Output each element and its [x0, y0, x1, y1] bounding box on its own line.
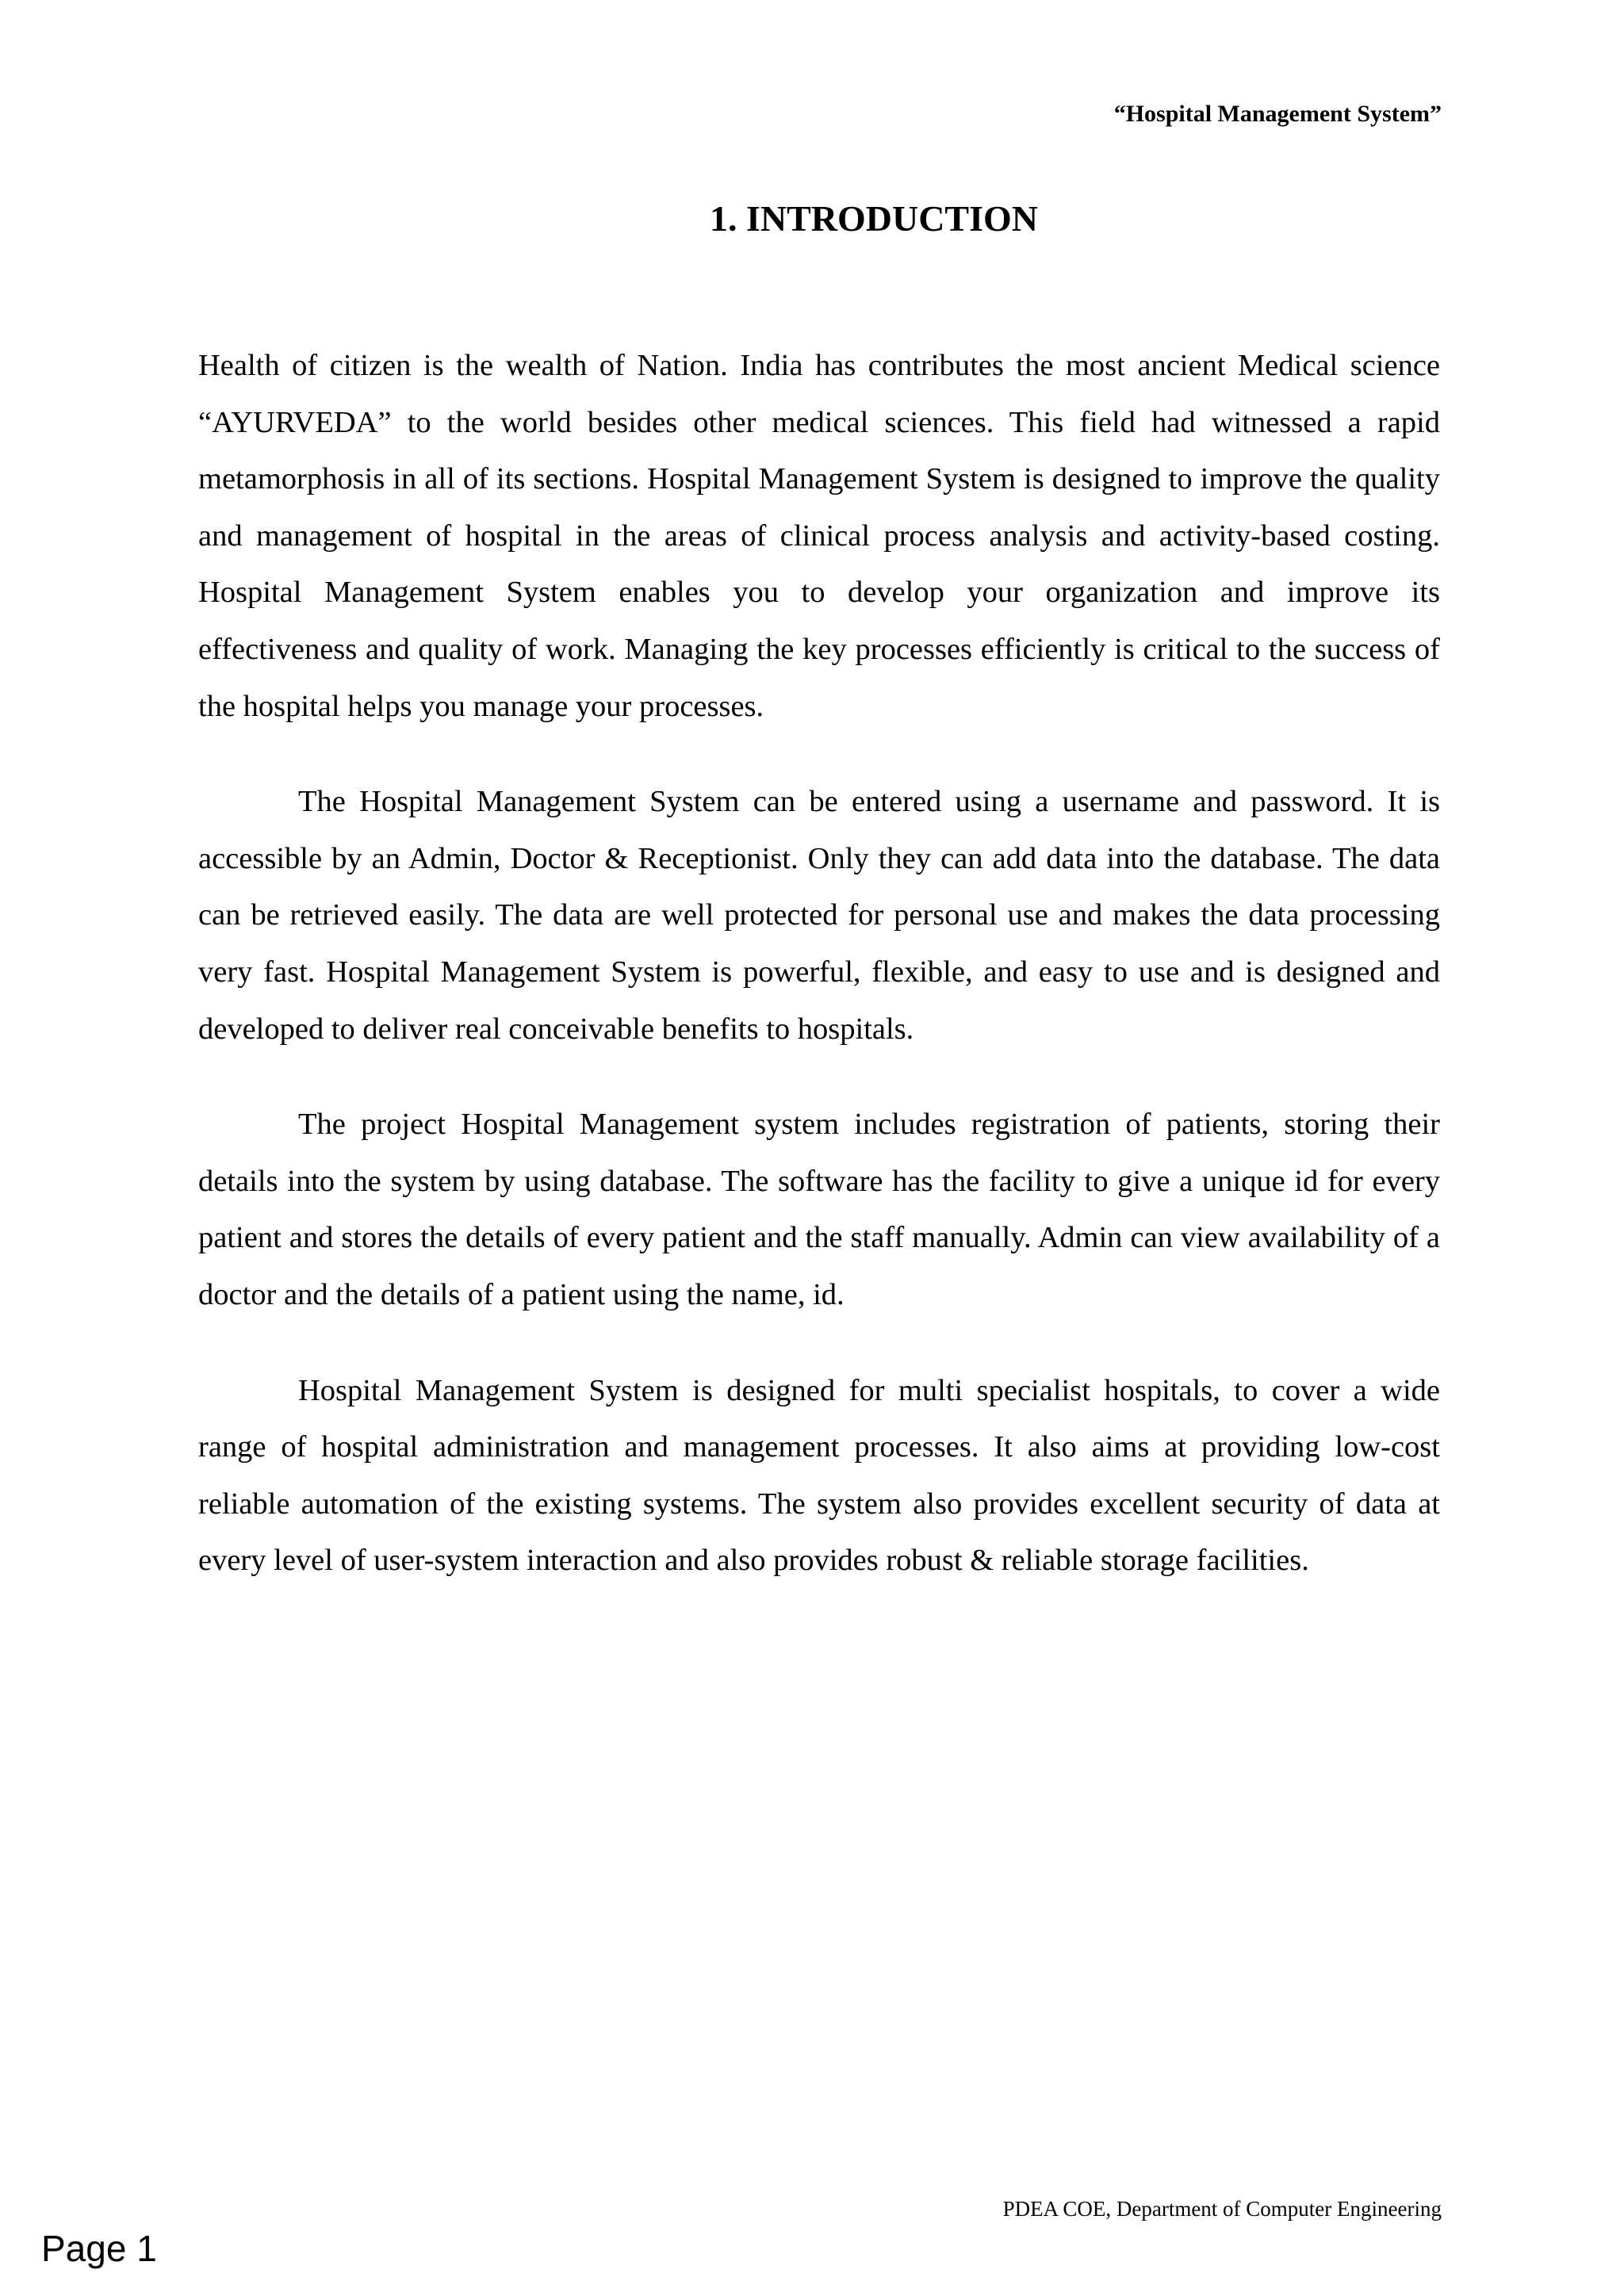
running-header-title: “Hospital Management System” — [1113, 101, 1442, 127]
paragraph-1: Health of citizen is the wealth of Nation. India has contributes the most ancient Medical science “AYURVEDA” to the world besides other medical sciences. This field had witnessed a rapid metamorphosis in all of its sections. Hospital Management System is designed to improve the quality and management of hospital in the areas of clinical process analysis and activity-based costing. Hospital Management System enables you to develop your organization and improve its effectiveness and quality of work. Managing the key processes efficiently is critical to the success of the hospital helps you manage your processes. — [198, 349, 1440, 723]
running-footer-institution: PDEA COE, Department of Computer Engineering — [1002, 2197, 1442, 2221]
paragraph-2: The Hospital Management System can be entered using a username and password. It is accessible by an Admin, Doctor & Receptionist. Only they can add data into the database. The data can be retrieved easily. The data are well protected for personal use and makes the data processing very fast. Hospital Management System is powerful, flexible, and easy to use and is designed and developed to deliver real conceivable benefits to hospitals. — [198, 785, 1440, 1046]
paragraph-3: The project Hospital Management system includes registration of patients, storing their details into the system by using database. The software has the facility to give a unique id for every patient and stores the details of every patient and the staff manually. Admin can view availability of a doctor and the details of a patient using the name, id. — [198, 1108, 1440, 1311]
body-text — [198, 338, 1440, 1628]
chapter-title: 1. INTRODUCTION — [709, 198, 1039, 239]
paragraph-4: Hospital Management System is designed for multi specialist hospitals, to cover a wide range of hospital administration and management processes. It also aims at providing low-cost reliable automation of the existing systems. The system also provides excellent security of data at every level of user-system interaction and also provides robust & reliable storage facilities. — [198, 1373, 1440, 1578]
page-number-label: Page 1 — [41, 2228, 157, 2269]
